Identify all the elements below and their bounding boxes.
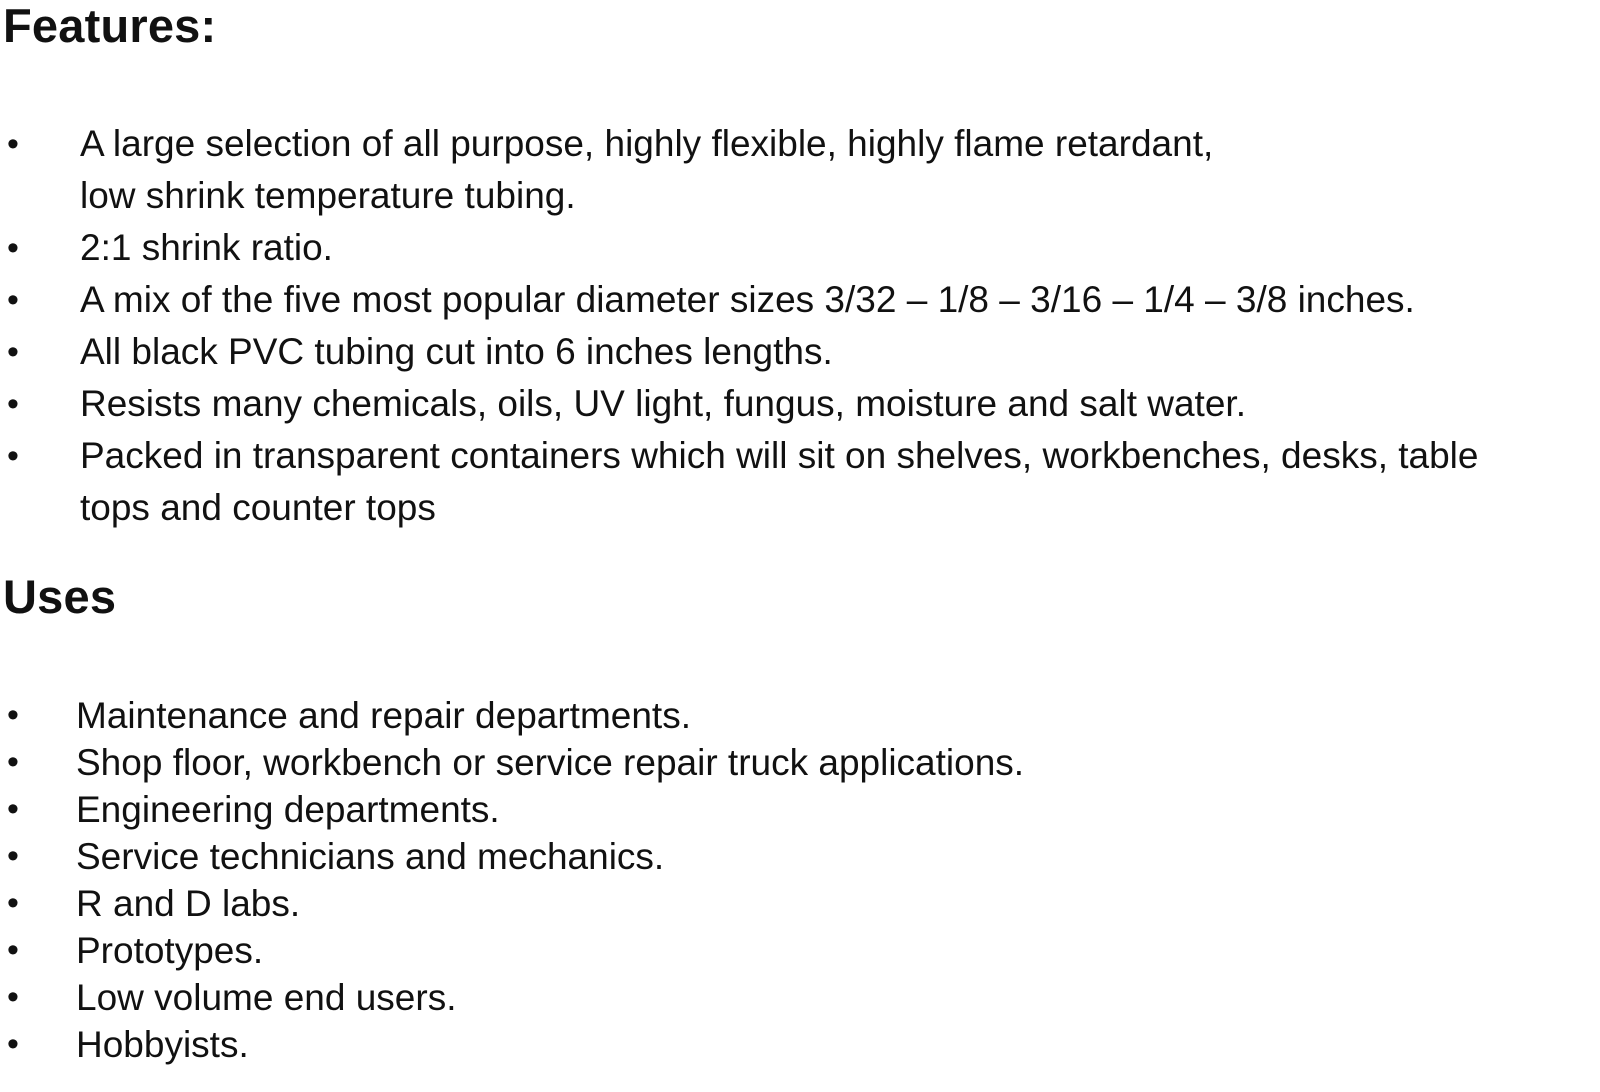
bullet-icon: • [7, 837, 19, 875]
bullet-icon: • [7, 1025, 19, 1063]
list-item [0, 880, 1600, 927]
list-item-text: Engineering departments. [76, 789, 500, 830]
bullet-icon: • [7, 931, 19, 969]
bullet-icon: • [7, 125, 19, 163]
list-item-text: Low volume end users. [76, 977, 457, 1018]
bullet-icon: • [7, 696, 19, 734]
bullet-icon: • [7, 437, 19, 475]
bullet-icon: • [7, 743, 19, 781]
list-item-text: Prototypes. [76, 930, 264, 971]
bullet-icon: • [7, 978, 19, 1016]
bullet-icon: • [7, 385, 19, 423]
list-item-text: Hobbyists. [76, 1024, 249, 1065]
list-item-text: Shop floor, workbench or service repair truck applications. [76, 742, 1025, 783]
list-item [0, 326, 1600, 378]
uses-list [0, 692, 1600, 1068]
list-item [0, 786, 1600, 833]
bullet-icon: • [7, 790, 19, 828]
list-item-text: Service technicians and mechanics. [76, 836, 665, 877]
list-item [0, 118, 1600, 222]
list-item-text: All black PVC tubing cut into 6 inches lengths. [80, 331, 833, 372]
features-list [0, 118, 1600, 534]
list-item [0, 692, 1600, 739]
features-heading: Features: [3, 0, 217, 52]
bullet-icon: • [7, 884, 19, 922]
list-item [0, 378, 1600, 430]
list-item-text: A mix of the five most popular diameter sizes 3/32 – 1/8 – 3/16 – 1/4 – 3/8 inches. [80, 279, 1415, 320]
list-item-text: A large selection of all purpose, highly flexible, highly flame retardant, low shrink temperature tubing. [80, 123, 1214, 216]
list-item [0, 274, 1600, 326]
list-item-text: Resists many chemicals, oils, UV light, fungus, moisture and salt water. [80, 383, 1246, 424]
list-item-text: 2:1 shrink ratio. [80, 227, 333, 268]
bullet-icon: • [7, 229, 19, 267]
list-item [0, 1021, 1600, 1068]
list-item [0, 430, 1600, 534]
list-item [0, 222, 1600, 274]
bullet-icon: • [7, 333, 19, 371]
list-item-text: Maintenance and repair departments. [76, 695, 691, 736]
list-item [0, 974, 1600, 1021]
list-item [0, 739, 1600, 786]
uses-heading: Uses [3, 570, 117, 623]
list-item [0, 927, 1600, 974]
list-item [0, 833, 1600, 880]
list-item-text: R and D labs. [76, 883, 301, 924]
list-item-text: Packed in transparent containers which will sit on shelves, workbenches, desks, table tops and counter tops [80, 435, 1479, 528]
bullet-icon: • [7, 281, 19, 319]
